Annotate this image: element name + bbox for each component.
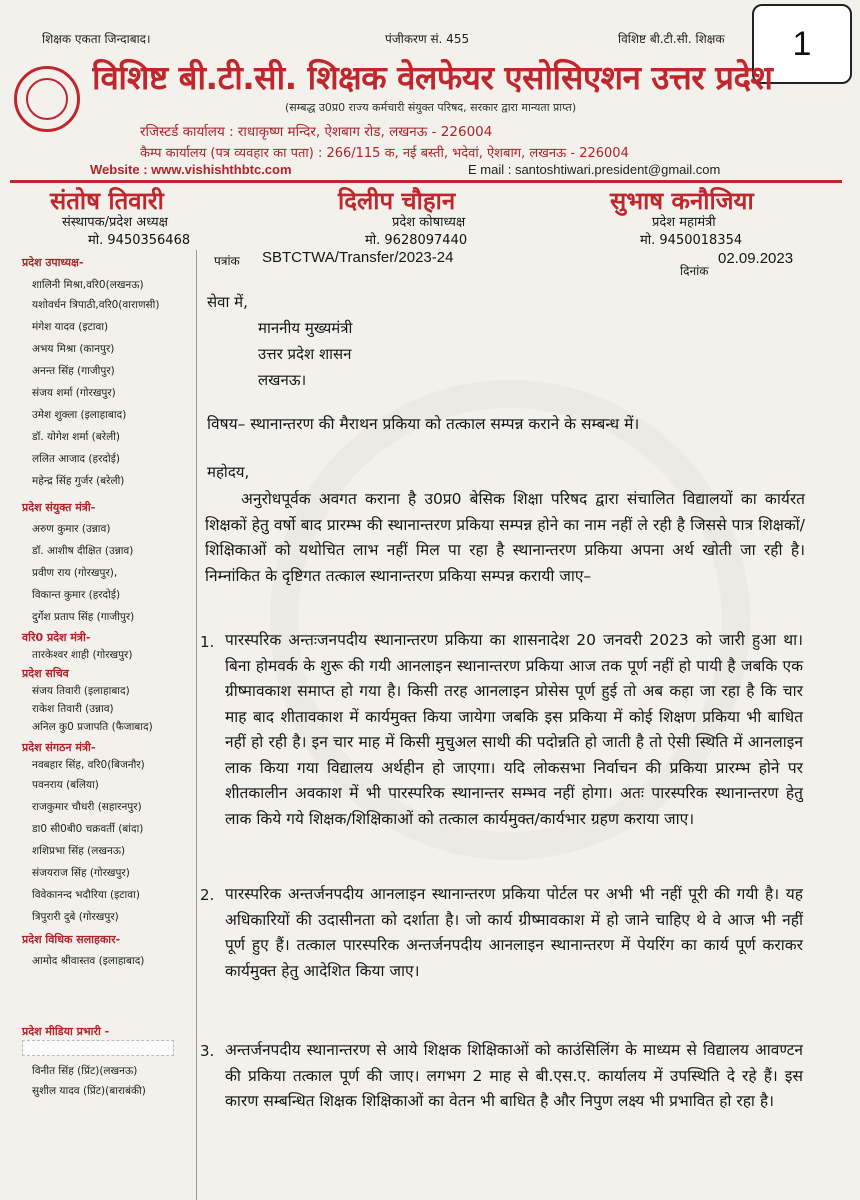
recipient-city: लखनऊ। <box>258 371 307 389</box>
sidebar-member: राकेश तिवारी (उन्नाव) <box>32 703 114 715</box>
sidebar-member: अनिल कु0 प्रजापति (फैजाबाद) <box>32 721 153 733</box>
sidebar-member: शशिप्रभा सिंह (लखनऊ) <box>32 845 126 857</box>
website[interactable]: Website : www.vishishthbtc.com <box>90 162 292 177</box>
sidebar-member: अनन्त सिंह (गाजीपुर) <box>32 365 115 377</box>
sidebar-member: विनीत सिंह (प्रिंट)(लखनऊ) <box>32 1065 138 1077</box>
sidebar-member: सुशील यादव (प्रिंट)(बाराबंकी) <box>32 1085 146 1097</box>
officer-name: दिलीप चौहान <box>338 187 456 215</box>
sidebar-member: दुर्गेश प्रताप सिंह (गाजीपुर) <box>32 611 135 623</box>
intro-paragraph: अनुरोधपूर्वक अवगत कराना है उ0प्र0 बेसिक शिक्षा परिषद द्वारा संचालित विद्यालयों का कार्यरत शिक्षकों हेतु वर्षो बाद प्रारम्भ की स्थानान्तरण प्रकिया सम्पन्न होने का नाम नहीं ले रही है जिससे पात्र शिक्षकों/शिक्षिकाओं को यथोचित लाभ नहीं मिल पा रहा है स्थानान्तरण प्रकिया अपना अर्थ खोती जा रही है। निम्नांकित के दृष्टिगत तत्काल स्थानान्तरण प्रकिया सम्पन्न करायी जाए– <box>205 490 805 585</box>
sidebar-heading: वरि0 प्रदेश मंत्री- <box>22 631 91 644</box>
header-divider <box>10 180 842 183</box>
camp-office: कैम्प कार्यालय (पत्र व्यवहार का पता) : 266/115 क, नई बस्ती, भदेवां, ऐशबाग, लखनऊ - 226004 <box>140 146 629 161</box>
to-line: सेवा में, <box>207 293 248 311</box>
sidebar-member: मंगेश यादव (इटावा) <box>32 321 109 333</box>
association-logo <box>14 66 80 132</box>
point-text: पारस्परिक अन्तर्जनपदीय आनलाइन स्थानान्तरण प्रकिया पोर्टल पर अभी भी नहीं पूरी की गयी है। यह अधिकारियों की उदासीनता को दर्शाता है। जो कार्य ग्रीष्मावकाश में हो जाने चाहिए थे वे आज भी नहीं पूर्ण हुए हैं। तत्काल पारस्परिक अन्तर्जनपदीय आनलाइन स्थानान्तरण में पेयरिंग का कार्य पूर्ण कराकर कार्यमुक्त हेतु आदेशित किया जाए। <box>225 885 803 980</box>
officer-mobile: मो. 9450356468 <box>88 233 191 248</box>
ref-label: पत्रांक <box>214 254 240 268</box>
sidebar-member: अभय मिश्रा (कानपुर) <box>32 343 115 355</box>
sidebar-divider <box>196 250 197 1200</box>
subject-line: विषय– स्थानान्तरण की मैराथन प्रकिया को तत्काल सम्पन्न कराने के सम्बन्ध में। <box>207 415 640 433</box>
recipient-dept: उत्तर प्रदेश शासन <box>258 345 352 363</box>
point-text: अन्तर्जनपदीय स्थानान्तरण से आये शिक्षक शिक्षिकाओं को काउंसिलिंग के माध्यम से विद्यालय आवण्टन की प्रकिया तत्काल पूर्ण की जाए। लगभग 2 माह से बी.एस.ए. कार्यालय में उपस्थिति दे रहे हैं। इस कारण सम्बन्धित शिक्षक शिक्षिकाओं का वेतन भी बाधित है और निपुण लक्ष्य भी प्रभावित हो रहा है। <box>225 1041 803 1110</box>
sidebar-member: संजयराज सिंह (गोरखपुर) <box>32 867 130 879</box>
sidebar-member: महेन्द्र सिंह गुर्जर (बरेली) <box>32 475 125 487</box>
sidebar-member: आमोद श्रीवास्तव (इलाहाबाद) <box>32 955 145 967</box>
officer-mobile: मो. 9628097440 <box>365 233 468 248</box>
sidebar-member: डॉ. योगेश शर्मा (बरेली) <box>32 431 121 443</box>
sidebar-member: नवबहार सिंह, वरि0(बिजनौर) <box>32 759 145 771</box>
redacted-area <box>22 1040 174 1056</box>
point-text: पारस्परिक अन्तःजनपदीय स्थानान्तरण प्रकिया का शासनादेश 20 जनवरी 2023 को जारी हुआ था। बिना होमवर्क के शुरू की गयी आनलाइन स्थानान्तरण प्रकिया आज तक पूर्ण नहीं हो पायी है जबकि एक ग्रीष्मावकाश समाप्त हो गया है। किसी तरह आनलाइन प्रोसेस पूर्ण हुई तो अब कहा जा रहा है कि चार माह बाद शीतावकाश में कार्यमुक्त किया जायेगा जबकि इस प्रकिया में कोई शिक्षण प्रकिया भी बाधित नहीं हो रही है। इन चार माह में किसी मुचुअल साथी की पदोन्नति हो जाती है तो ऐसी स्थिति में आनलाइन लाक किया गया विद्यालय अर्थहीन हो जाएगा। यदि लोकसभा निर्वाचन की प्रकिया प्रारम्भ होने पर शीतकालीन अवकाश में भी पारस्परिक स्थानान्तर सम्भव नहीं होगा। अतः पारस्परिक स्थानान्तरण हेतु लाक किये गये शिक्षक/शिक्षिकाओं को तत्काल कार्यमुक्त/कार्यभार ग्रहण कराया जाए। <box>225 631 803 828</box>
sidebar-heading: प्रदेश संयुक्त मंत्री- <box>22 501 96 514</box>
registered-office: रजिस्टर्ड कार्यालय : राधाकृष्ण मन्दिर, ऐशबाग रोड, लखनऊ - 226004 <box>140 124 493 140</box>
slogan: शिक्षक एकता जिन्दाबाद। <box>42 32 151 46</box>
sidebar-member: यशोवर्धन त्रिपाठी,वरि0(वाराणसी) <box>32 299 160 311</box>
registration-number: पंजीकरण सं. 455 <box>385 32 470 46</box>
sidebar-member: उमेश शुक्ला (इलाहाबाद) <box>32 409 127 421</box>
sidebar-member: पवनराय (बलिया) <box>32 779 99 791</box>
sidebar-member: प्रवीण राय (गोरखपुर), <box>32 567 118 579</box>
sidebar-heading: प्रदेश विधिक सलाहकार- <box>22 933 121 946</box>
sidebar-member: राजकुमार चौधरी (सहारनपुर) <box>32 801 142 813</box>
sidebar-member: डा0 सी0बी0 चक्रवर्ती (बांदा) <box>32 823 144 835</box>
recipient-title: माननीय मुख्यमंत्री <box>258 319 353 337</box>
sidebar-member: अरुण कुमार (उन्नाव) <box>32 523 111 535</box>
officer-mobile: मो. 9450018354 <box>640 233 743 248</box>
sidebar-member: डॉ. आशीष दीक्षित (उन्नाव) <box>32 545 134 557</box>
officer-role: संस्थापक/प्रदेश अध्यक्ष <box>62 215 168 230</box>
sidebar-member: त्रिपुरारी दुबे (गोरखपुर) <box>32 911 119 923</box>
point-number: 3. <box>200 1042 215 1060</box>
reference-number: SBTCTWA/Transfer/2023-24 <box>262 249 454 266</box>
sidebar-member: विकान्त कुमार (हरदोई) <box>32 589 121 601</box>
top-right-org: विशिष्ट बी.टी.सी. शिक्षक <box>618 32 725 46</box>
sidebar-member: तारकेश्वर शाही (गोरखपुर) <box>32 649 133 661</box>
organisation-title: विशिष्ट बी.टी.सी. शिक्षक वेलफेयर एसोसिएशन उत्तर प्रदेश <box>92 58 773 97</box>
officer-role: प्रदेश महामंत्री <box>652 215 716 230</box>
sidebar-member: ललित आजाद (हरदोई) <box>32 453 120 465</box>
point-number: 2. <box>200 886 215 904</box>
page-number-badge: 1 <box>752 4 852 84</box>
sidebar-heading: प्रदेश सचिव <box>22 667 69 680</box>
date-label: दिनांक <box>680 264 709 278</box>
sidebar-member: संजय तिवारी (इलाहाबाद) <box>32 685 130 697</box>
sidebar-member: संजय शर्मा (गोरखपुर) <box>32 387 116 399</box>
sidebar-member: विवेकानन्द भदौरिया (इटावा) <box>32 889 140 901</box>
sidebar-heading: प्रदेश उपाध्यक्ष- <box>22 256 84 269</box>
letter-date: 02.09.2023 <box>718 250 794 267</box>
officer-role: प्रदेश कोषाध्यक्ष <box>392 215 466 230</box>
officer-name: संतोष तिवारी <box>50 187 164 215</box>
officer-name: सुभाष कनौजिया <box>610 187 754 215</box>
email[interactable]: E mail : santoshtiwari.president@gmail.com <box>468 162 721 177</box>
sidebar-heading: प्रदेश मीडिया प्रभारी - <box>22 1025 110 1038</box>
salutation: महोदय, <box>207 463 250 481</box>
recognition-line: (सम्बद्ध उ0प्र0 राज्य कर्मचारी संयुक्त परिषद, सरकार द्वारा मान्यता प्राप्त) <box>285 101 577 114</box>
point-number: 1. <box>200 633 215 651</box>
sidebar-member: शालिनी मिश्रा,वरि0(लखनऊ) <box>32 279 144 291</box>
sidebar-heading: प्रदेश संगठन मंत्री- <box>22 741 96 754</box>
